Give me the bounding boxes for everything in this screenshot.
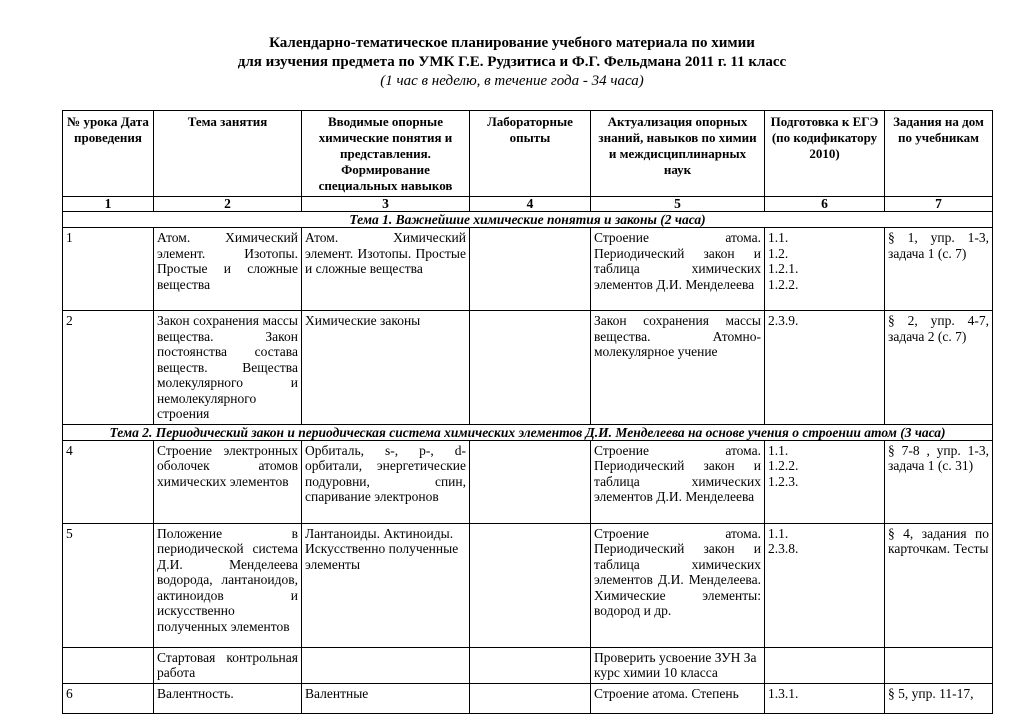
col-number: 4	[470, 197, 591, 212]
header-concepts: Вводимые опорные химические понятия и представления. Формирование специальных навыков	[302, 111, 470, 197]
ege-code: 2.3.8.	[768, 541, 799, 556]
lesson-topic: Атом. Химический элемент. Изотопы. Простые и сложные вещества	[154, 228, 302, 311]
table-row	[63, 683, 993, 713]
lesson-lab	[470, 647, 591, 683]
header-homework: Задания на дом по учебникам	[885, 111, 993, 197]
lesson-number: 6	[63, 683, 154, 713]
title-line-3: (1 час в неделю, в течение года - 34 часа)	[380, 73, 644, 89]
ege-code: 1.2.3.	[768, 473, 799, 489]
ege-code: 1.1.	[768, 525, 789, 541]
lesson-knowledge: Строение атома. Периодический закон и таблица химических элементов Д.И. Менделеева. Химические элементы: водород и др.	[591, 523, 765, 647]
lesson-homework: § 5, упр. 11-17,	[885, 683, 993, 713]
ege-code: 1.2.2.	[768, 458, 799, 473]
col-number: 1	[63, 197, 154, 212]
document-title	[0, 34, 1024, 91]
lesson-knowledge: Строение атома. Периодический закон и таблица химических элементов Д.И. Менделеева	[591, 440, 765, 523]
lesson-topic: Положение в периодической система Д.И. Менделеева водорода, лантаноидов, актиноидов и искусственно полученных элементов	[154, 523, 302, 647]
col-number: 7	[885, 197, 993, 212]
lesson-number: 2	[63, 311, 154, 425]
ege-code: 1.2.2.	[768, 276, 799, 292]
lesson-ege	[765, 523, 885, 647]
header-ege: Подготовка к ЕГЭ (по кодификатору 2010)	[765, 111, 885, 197]
table-row	[63, 647, 993, 683]
topic-1-heading: Тема 1. Важнейшие химические понятия и законы (2 часа)	[63, 212, 993, 228]
lesson-homework: § 7-8 , упр. 1-3, задача 1 (с. 31)	[885, 440, 993, 523]
col-number: 5	[591, 197, 765, 212]
ege-code: 2.3.9.	[768, 313, 799, 328]
lesson-concepts: Атом. Химический элемент. Изотопы. Простые и сложные вещества	[302, 228, 470, 311]
lesson-knowledge: Закон сохранения массы вещества. Атомно-молекулярное учение	[591, 311, 765, 425]
header-row	[63, 111, 993, 197]
planning-table	[62, 110, 993, 714]
lesson-ege	[765, 683, 885, 713]
lesson-ege	[765, 311, 885, 425]
title-line-2: для изучения предмета по УМК Г.Е. Рудзитиса и Ф.Г. Фельдмана 2011 г. 11 класс	[237, 54, 787, 70]
topic-row	[63, 212, 993, 228]
lesson-lab	[470, 683, 591, 713]
lesson-concepts: Лантаноиды. Актиноиды. Искусственно полученные элементы	[302, 523, 470, 647]
lesson-homework: § 2, упр. 4-7, задача 2 (с. 7)	[885, 311, 993, 425]
lesson-knowledge: Строение атома. Периодический закон и таблица химических элементов Д.И. Менделеева	[591, 228, 765, 311]
lesson-homework: § 1, упр. 1-3, задача 1 (с. 7)	[885, 228, 993, 311]
col-number: 2	[154, 197, 302, 212]
topic-row	[63, 424, 993, 440]
lesson-concepts: Валентные	[302, 683, 470, 713]
lesson-ege	[765, 228, 885, 311]
table-row	[63, 440, 993, 523]
header-lab: Лабораторные опыты	[470, 111, 591, 197]
lesson-lab	[470, 311, 591, 425]
lesson-lab	[470, 228, 591, 311]
title-line-1: Календарно-тематическое планирование учебного материала по химии	[269, 35, 755, 51]
ege-code: 1.2.	[768, 245, 789, 261]
header-lesson-number: № урока Дата проведения	[63, 111, 154, 197]
lesson-homework	[885, 647, 993, 683]
lesson-concepts: Химические законы	[302, 311, 470, 425]
lesson-knowledge: Проверить усвоение ЗУН За курс химии 10 класса	[591, 647, 765, 683]
lesson-number: 5	[63, 523, 154, 647]
ege-code: 1.3.1.	[768, 685, 799, 701]
table-row	[63, 228, 993, 311]
lesson-number: 4	[63, 440, 154, 523]
lesson-topic: Закон сохранения массы вещества. Закон постоянства состава веществ. Вещества молекулярного и немолекулярного строения	[154, 311, 302, 425]
lesson-topic: Строение электронных оболочек атомов химических элементов	[154, 440, 302, 523]
lesson-ege	[765, 440, 885, 523]
lesson-number	[63, 647, 154, 683]
lesson-concepts: Орбиталь, s-, p-, d-орбитали, энергетические подуровни, спин, спаривание электронов	[302, 440, 470, 523]
ege-code: 1.1.	[768, 442, 789, 458]
header-topic: Тема занятия	[154, 111, 302, 197]
col-number: 3	[302, 197, 470, 212]
lesson-ege	[765, 647, 885, 683]
lesson-concepts	[302, 647, 470, 683]
header-knowledge: Актуализация опорных знаний, навыков по химии и междисциплинарных наук	[591, 111, 765, 197]
lesson-number: 1	[63, 228, 154, 311]
lesson-lab	[470, 440, 591, 523]
topic-2-heading: Тема 2. Периодический закон и периодическая система химических элементов Д.И. Менделеева на основе учения о строении атом (3 часа)	[63, 424, 993, 440]
lesson-topic: Валентность.	[154, 683, 302, 713]
lesson-topic: Стартовая контрольная работа	[154, 647, 302, 683]
table-row	[63, 523, 993, 647]
column-numbers-row	[63, 197, 993, 212]
ege-code: 1.2.1.	[768, 261, 799, 276]
table-row	[63, 311, 993, 425]
lesson-homework: § 4, задания по карточкам. Тесты	[885, 523, 993, 647]
lesson-knowledge: Строение атома. Степень	[591, 683, 765, 713]
lesson-lab	[470, 523, 591, 647]
ege-code: 1.1.	[768, 230, 789, 245]
col-number: 6	[765, 197, 885, 212]
